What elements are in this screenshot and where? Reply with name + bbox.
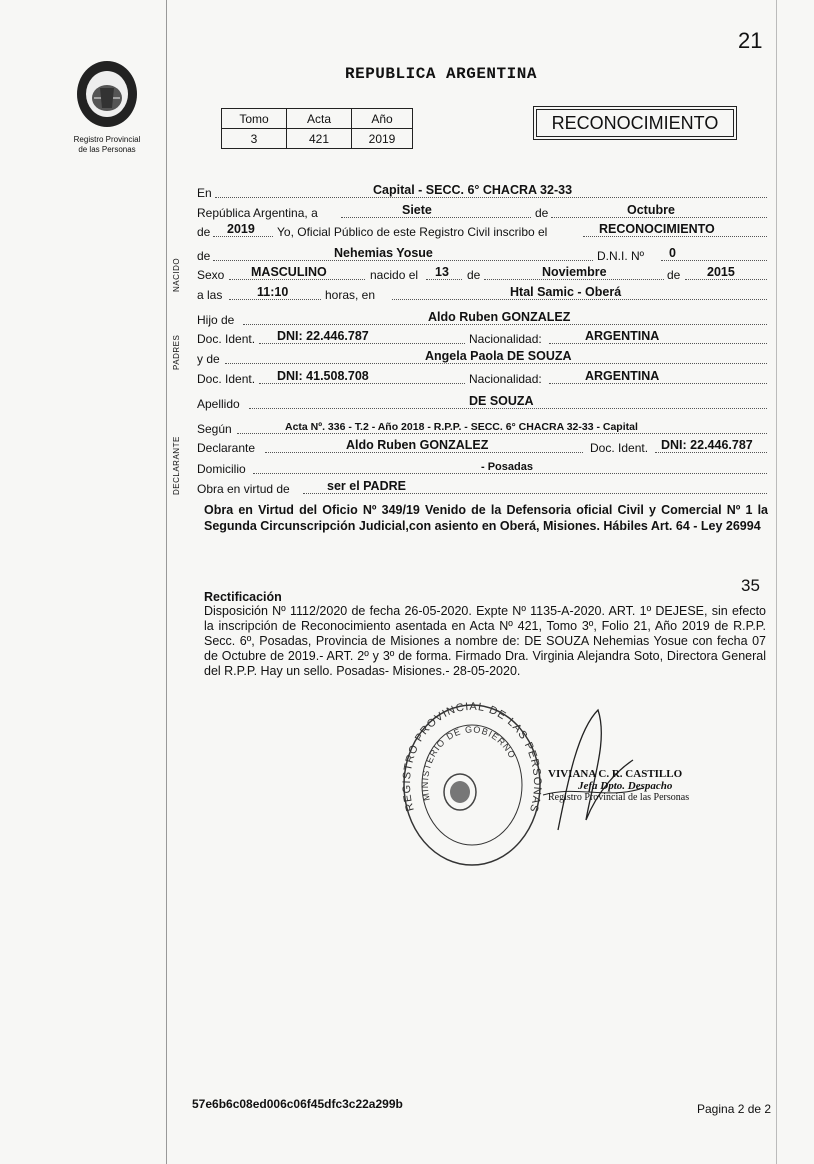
value-nac-dia: 13	[435, 265, 449, 279]
value-dni: 0	[669, 246, 676, 260]
row-domicilio	[197, 462, 767, 479]
dotted-line	[229, 279, 365, 280]
row-apellido	[197, 394, 767, 414]
side-label-padres: PADRES	[172, 334, 181, 370]
row-hora	[197, 285, 767, 305]
value-doc2: DNI: 41.508.708	[277, 369, 369, 383]
row-segun	[197, 422, 767, 439]
table-value-anio: 2019	[352, 129, 413, 149]
label-doc1: Doc. Ident.	[197, 332, 256, 346]
page-number: 21	[738, 28, 763, 53]
label-segun: Según	[197, 422, 232, 436]
signer-office: Registro Provincial de las Personas	[548, 792, 690, 803]
dotted-line	[341, 217, 531, 218]
table-header-anio: Año	[352, 109, 413, 129]
value-domicilio: - Posadas	[481, 461, 533, 473]
row-obra	[197, 479, 767, 499]
rectificacion-number: 35	[741, 576, 760, 595]
label-sexo: Sexo	[197, 268, 225, 282]
value-sexo: MASCULINO	[251, 265, 327, 279]
signature-block	[548, 768, 689, 804]
value-doc3: DNI: 22.446.787	[661, 438, 753, 452]
value-segun: Acta Nº. 336 - T.2 - Año 2018 - R.P.P. - SECC. 6° CHACRA 32-33 - Capital	[285, 421, 638, 433]
value-madre: Angela Paola DE SOUZA	[425, 349, 572, 363]
value-nombre: Nehemias Yosue	[334, 246, 433, 260]
dotted-line	[484, 279, 664, 280]
value-hora: 11:10	[257, 285, 289, 299]
value-padre: Aldo Ruben GONZALEZ	[428, 310, 571, 324]
label-en: En	[197, 186, 212, 200]
label-hijo: Hijo de	[197, 313, 235, 327]
label-declarante: Declarante	[197, 441, 256, 455]
dotted-line	[213, 260, 593, 261]
value-nac-mes: Noviembre	[542, 265, 607, 279]
left-margin-line	[166, 0, 167, 1164]
label-hora: a las	[197, 288, 223, 302]
dotted-line	[685, 279, 767, 280]
row-en	[197, 183, 767, 203]
value-anio: 2019	[227, 222, 255, 236]
value-obra: ser el PADRE	[327, 479, 406, 493]
row-padre	[197, 310, 767, 330]
label-nombre: de	[197, 249, 211, 263]
label-republica: República Argentina, a	[197, 206, 318, 220]
dotted-line	[265, 452, 583, 453]
dotted-line	[655, 452, 767, 453]
dotted-line	[426, 279, 462, 280]
dotted-line	[303, 493, 767, 494]
label-nac1: Nacionalidad:	[469, 332, 542, 346]
row-declarante	[197, 438, 767, 458]
row-fecha	[197, 203, 767, 223]
signer-role: Jefa Dpto. Despacho	[578, 780, 673, 792]
label-apellido: Apellido	[197, 397, 240, 411]
act-table	[221, 108, 413, 149]
value-inscribo: RECONOCIMIENTO	[599, 222, 715, 236]
value-nac2: ARGENTINA	[585, 369, 660, 383]
dotted-line	[259, 343, 465, 344]
legal-note: Obra en Virtud del Oficio Nº 349/19 Venido de la Defensoria oficial Civil y Comercial Nº 1 la Segunda Circunscripción Judicial,con asiento en Oberá, Misiones. Hábiles Art. 64 - Ley 26994	[204, 503, 768, 533]
rectificacion-body: Disposición Nº 1112/2020 de fecha 26-05-2020. Expte Nº 1135-A-2020. ART. 1º DEJESE, sin efecto la inscripción de Reconocimiento asentada en Acta Nº 421, Tomo 3º, Folio 21, Año 2019 de R.P.P. Secc. 6º, Posadas, Provincia de Misiones a nombre de: DE SOUZA Nehemias Yosue con fecha 07 de Octubre de 2019.- ART. 2º y 3º de forma. Firmado Dra. Virginia Alejandra Soto, Directora General del R.P.P. Hay un sello. Posadas- Misiones.- 28-05-2020.	[204, 604, 766, 678]
row-doc-padre	[197, 329, 767, 349]
value-lugar-inscripcion: Capital - SECC. 6° CHACRA 32-33	[373, 183, 573, 197]
label-yde: y de	[197, 352, 220, 366]
dotted-line	[225, 363, 767, 364]
value-apellido: DE SOUZA	[469, 394, 534, 408]
label-doc3: Doc. Ident.	[590, 441, 649, 455]
dotted-line	[661, 260, 767, 261]
label-horas-en: horas, en	[325, 288, 376, 302]
dotted-line	[249, 408, 767, 409]
table-header-acta: Acta	[287, 109, 352, 129]
label-dni: D.N.I. Nº	[597, 249, 645, 263]
dotted-line	[229, 299, 321, 300]
table-value-tomo: 3	[222, 129, 287, 149]
rectificacion-title: Rectificación	[204, 590, 282, 604]
row-sexo	[197, 265, 767, 285]
table-value-acta: 421	[287, 129, 352, 149]
provincial-seal-icon	[72, 58, 142, 130]
act-type-box: RECONOCIMIENTO	[536, 109, 734, 137]
label-nac-de: de	[467, 268, 481, 282]
value-doc1: DNI: 22.446.787	[277, 329, 369, 343]
dotted-line	[243, 324, 767, 325]
dotted-line	[259, 383, 465, 384]
dotted-line	[392, 299, 767, 300]
signer-name: VIVIANA C. R. CASTILLO	[548, 768, 683, 780]
dotted-line	[237, 433, 767, 434]
dotted-line	[549, 383, 767, 384]
label-de2: de	[197, 225, 211, 239]
row-nombre	[197, 246, 767, 266]
stamp-inner-text: MINISTERIO DE GOBIERNO	[419, 724, 518, 802]
dotted-line	[215, 197, 767, 198]
registry-caption-2: de las Personas	[78, 145, 136, 154]
table-header-tomo: Tomo	[222, 109, 287, 129]
registry-caption-1: Registro Provincial	[73, 135, 141, 144]
label-domicilio: Domicilio	[197, 462, 246, 476]
side-label-declarante: DECLARANTE	[172, 436, 181, 495]
row-madre	[197, 349, 767, 369]
row-anio	[197, 222, 767, 242]
value-nac1: ARGENTINA	[585, 329, 660, 343]
label-obra: Obra en virtud de	[197, 482, 290, 496]
row-doc-madre	[197, 369, 767, 389]
value-lugar-nacimiento: Htal Samic - Oberá	[510, 285, 622, 299]
stamp-outer-text: REGISTRO PROVINCIAL DE LAS PERSONAS	[400, 700, 544, 815]
value-mes: Octubre	[627, 203, 675, 217]
label-nacido: nacido el	[370, 268, 419, 282]
value-dia: Siete	[402, 203, 432, 217]
label-de: de	[535, 206, 549, 220]
label-nac-de2: de	[667, 268, 681, 282]
official-stamp-icon	[400, 700, 545, 870]
label-yo: Yo, Oficial Público de este Registro Civil inscribo el	[277, 225, 548, 239]
document-title: REPUBLICA ARGENTINA	[345, 65, 537, 83]
page-indicator: Pagina 2 de 2	[697, 1102, 772, 1116]
dotted-line	[583, 236, 767, 237]
dotted-line	[253, 473, 767, 474]
label-doc2: Doc. Ident.	[197, 372, 256, 386]
dotted-line	[551, 217, 767, 218]
document-hash: 57e6b6c08ed006c06f45dfc3c22a299b	[192, 1097, 403, 1111]
dotted-line	[213, 236, 273, 237]
right-margin-line	[776, 0, 777, 1164]
dotted-line	[549, 343, 767, 344]
side-label-nacido: NACIDO	[172, 257, 181, 292]
value-declarante: Aldo Ruben GONZALEZ	[346, 438, 489, 452]
value-nac-anio: 2015	[707, 265, 735, 279]
registry-logo	[62, 58, 152, 155]
label-nac2: Nacionalidad:	[469, 372, 542, 386]
